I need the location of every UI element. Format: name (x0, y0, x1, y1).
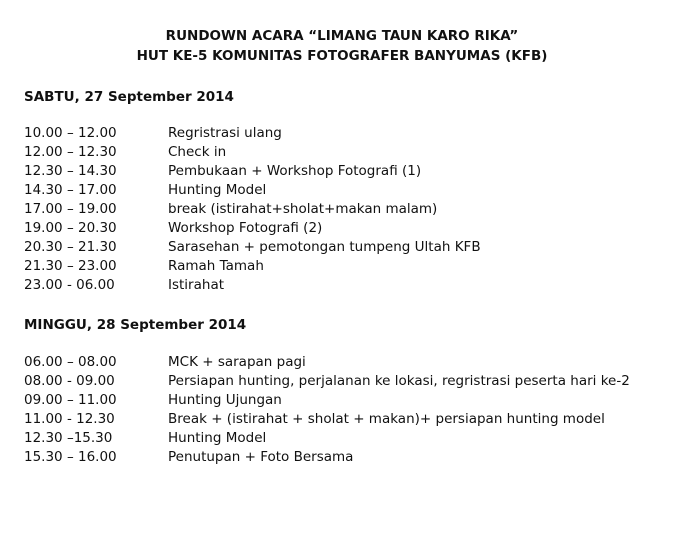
activity: Regristrasi ulang (168, 125, 282, 141)
time-slot: 14.30 – 17.00 (24, 182, 117, 198)
activity: Hunting Model (168, 430, 267, 446)
activity: Ramah Tamah (168, 258, 264, 274)
time-slot: 20.30 – 21.30 (24, 239, 117, 255)
time-slot: 19.00 – 20.30 (24, 220, 117, 236)
activity: Workshop Fotografi (2) (168, 220, 323, 236)
activity: Pembukaan + Workshop Fotografi (1) (168, 163, 422, 179)
time-slot: 08.00 - 09.00 (24, 373, 115, 389)
time-slot: 15.30 – 16.00 (24, 449, 117, 465)
document-title: RUNDOWN ACARA “LIMANG TAUN KARO RIKA” (165, 28, 519, 44)
activity: Check in (168, 144, 227, 160)
day-heading-saturday: SABTU, 27 September 2014 (24, 89, 234, 105)
day-heading-sunday: MINGGU, 28 September 2014 (24, 317, 247, 333)
time-slot: 11.00 - 12.30 (24, 411, 115, 427)
time-slot: 21.30 – 23.00 (24, 258, 117, 274)
activity: Hunting Ujungan (168, 392, 282, 408)
activity: Break + (istirahat + sholat + makan)+ persiapan hunting model (168, 411, 605, 427)
document-subtitle: HUT KE-5 KOMUNITAS FOTOGRAFER BANYUMAS (KFB) (136, 48, 548, 64)
activity: Penutupan + Foto Bersama (168, 449, 354, 465)
time-slot: 17.00 – 19.00 (24, 201, 117, 217)
activity: Istirahat (168, 277, 225, 293)
time-slot: 09.00 – 11.00 (24, 392, 117, 408)
activity: Persiapan hunting, perjalanan ke lokasi, regristrasi peserta hari ke-2 (168, 373, 630, 389)
time-slot: 10.00 – 12.00 (24, 125, 117, 141)
activity: MCK + sarapan pagi (168, 354, 306, 370)
time-slot: 12.30 –15.30 (24, 430, 113, 446)
time-slot: 06.00 – 08.00 (24, 354, 117, 370)
time-slot: 12.30 – 14.30 (24, 163, 117, 179)
time-slot: 12.00 – 12.30 (24, 144, 117, 160)
time-slot: 23.00 - 06.00 (24, 277, 115, 293)
activity: break (istirahat+sholat+makan malam) (168, 201, 438, 217)
activity: Hunting Model (168, 182, 267, 198)
activity: Sarasehan + pemotongan tumpeng Ultah KFB (168, 239, 481, 255)
